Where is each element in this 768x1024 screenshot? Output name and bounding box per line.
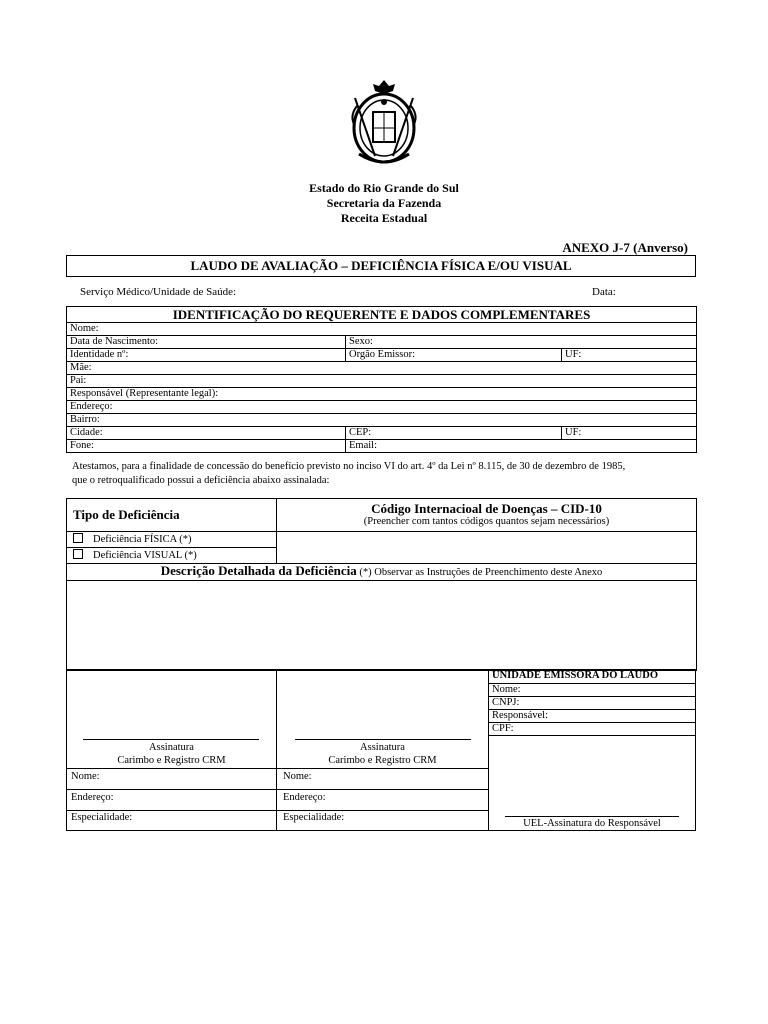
field-responsavel[interactable]: Responsável (Representante legal): bbox=[67, 388, 697, 401]
signature-assinatura-1: Assinatura bbox=[149, 742, 194, 753]
issuing-unit-heading: UNIDADE EMISSORA DO LAUDO bbox=[489, 670, 696, 684]
cid-codes-field[interactable] bbox=[277, 532, 697, 564]
signer-1-nome[interactable]: Nome: bbox=[71, 771, 100, 782]
field-pai[interactable]: Pai: bbox=[67, 375, 697, 388]
attestation-line-2: que o retroqualificado possui a deficiência abaixo assinalada: bbox=[72, 475, 330, 486]
cid-header-cell bbox=[277, 499, 697, 532]
header-secretariat: Secretaria da Fazenda bbox=[326, 196, 442, 210]
unit-nome[interactable]: Nome: bbox=[489, 684, 696, 697]
form-title: LAUDO DE AVALIAÇÃO – DEFICIÊNCIA FÍSICA E/OU VISUAL bbox=[66, 255, 696, 277]
option-visual-label: Deficiência VISUAL (*) bbox=[93, 550, 197, 561]
field-uf[interactable]: UF: bbox=[562, 349, 697, 362]
header-state: Estado do Rio Grande do Sul bbox=[309, 181, 459, 195]
field-identidade[interactable]: Identidade nº: bbox=[67, 349, 346, 362]
identification-table bbox=[66, 306, 697, 453]
divider-horizontal-3 bbox=[67, 810, 488, 811]
signature-assinatura-2: Assinatura bbox=[360, 742, 405, 753]
unit-cnpj[interactable]: CNPJ: bbox=[489, 697, 696, 710]
uel-signature-label: UEL-Assinatura do Responsável bbox=[523, 818, 661, 829]
signature-line-2[interactable] bbox=[295, 739, 471, 740]
signer-2-nome[interactable]: Nome: bbox=[283, 771, 312, 782]
signer-2-especialidade[interactable]: Especialidade: bbox=[283, 812, 345, 823]
field-mae[interactable]: Mãe: bbox=[67, 362, 697, 375]
field-bairro[interactable]: Bairro: bbox=[67, 414, 697, 427]
annex-label: ANEXO J-7 (Anverso) bbox=[562, 240, 688, 255]
signature-line-1[interactable] bbox=[83, 739, 259, 740]
field-fone[interactable]: Fone: bbox=[67, 440, 346, 453]
divider-horizontal-2 bbox=[67, 789, 488, 790]
signature-carimbo-1: Carimbo e Registro CRM bbox=[117, 755, 226, 766]
cid-note: (Preencher com tantos códigos quantos sejam necessários) bbox=[363, 516, 610, 527]
option-fisica-label: Deficiência FÍSICA (*) bbox=[93, 534, 192, 545]
option-visual[interactable] bbox=[67, 548, 277, 564]
field-nascimento[interactable]: Data de Nascimento: bbox=[67, 336, 346, 349]
field-nome[interactable]: Nome: bbox=[67, 323, 697, 336]
description-field[interactable] bbox=[67, 581, 697, 671]
cid-heading: Código Internacioal de Doenças – CID-10 bbox=[371, 501, 602, 516]
description-note: (*) Observar as Instruções de Preenchimento deste Anexo bbox=[359, 567, 603, 578]
service-label: Serviço Médico/Unidade de Saúde: bbox=[80, 286, 237, 298]
deficiency-table bbox=[66, 498, 697, 671]
signature-carimbo-2: Carimbo e Registro CRM bbox=[328, 755, 437, 766]
field-cep[interactable]: CEP: bbox=[346, 427, 562, 440]
field-endereco[interactable]: Endereço: bbox=[67, 401, 697, 414]
field-sexo[interactable]: Sexo: bbox=[346, 336, 697, 349]
field-cidade[interactable]: Cidade: bbox=[67, 427, 346, 440]
divider-horizontal-1 bbox=[67, 768, 488, 769]
attestation-line-1: Atestamos, para a finalidade de concessão do benefício previsto no inciso VI do art. 4º da Lei nº 8.115, de 30 de dezembro de 1985, bbox=[72, 461, 626, 472]
checkbox-visual[interactable] bbox=[73, 549, 83, 559]
signer-2-endereco[interactable]: Endereço: bbox=[283, 792, 326, 803]
coat-of-arms-emblem bbox=[345, 76, 423, 172]
option-fisica[interactable] bbox=[67, 532, 277, 548]
description-heading-row bbox=[67, 564, 697, 581]
description-heading: Descrição Detalhada da Deficiência bbox=[160, 563, 357, 578]
field-email[interactable]: Email: bbox=[346, 440, 697, 453]
tipo-heading: Tipo de Deficiência bbox=[67, 499, 277, 532]
signer-1-endereco[interactable]: Endereço: bbox=[71, 792, 114, 803]
header-revenue: Receita Estadual bbox=[340, 211, 428, 225]
field-uf-2[interactable]: UF: bbox=[562, 427, 697, 440]
identification-heading: IDENTIFICAÇÃO DO REQUERENTE E DADOS COMPLEMENTARES bbox=[67, 307, 697, 323]
date-label: Data: bbox=[592, 286, 616, 298]
unit-responsavel[interactable]: Responsável: bbox=[489, 710, 696, 723]
field-orgao[interactable]: Orgão Emissor: bbox=[346, 349, 562, 362]
unit-cpf[interactable]: CPF: bbox=[489, 723, 696, 736]
attestation-paragraph bbox=[72, 460, 696, 488]
issuing-unit-table bbox=[488, 669, 696, 736]
signer-1-especialidade[interactable]: Especialidade: bbox=[71, 812, 133, 823]
checkbox-fisica[interactable] bbox=[73, 533, 83, 543]
